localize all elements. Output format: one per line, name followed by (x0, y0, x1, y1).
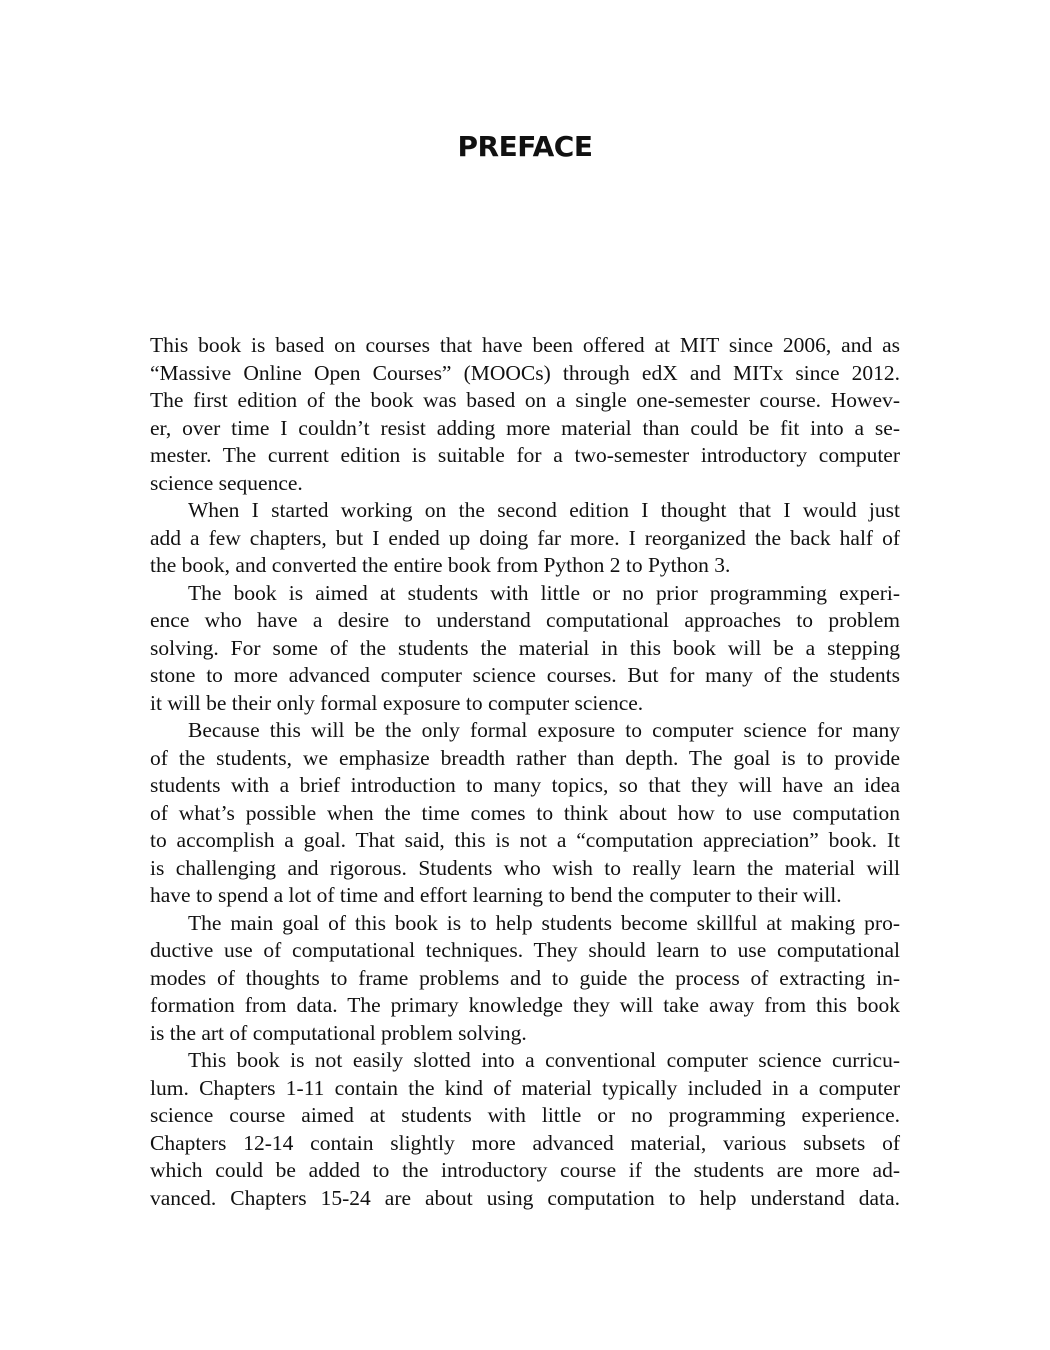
text-line: of the students, we emphasize breadth rather than depth. The goal is to provide (150, 745, 900, 770)
text-line: er, over time I couldn’t resist adding more material than could be fit into a se- (150, 415, 900, 440)
text-line: students with a brief introduction to many topics, so that they will have an idea (150, 773, 900, 797)
text-line: lum. Chapters 1-11 contain the kind of material typically included in a computer (150, 1075, 900, 1100)
text-line: stone to more advanced computer science courses. But for many of the students (150, 663, 900, 687)
text-line: The first edition of the book was based on a single one-semester course. Howev- (150, 388, 900, 412)
paragraph (150, 717, 900, 910)
text-line: science course aimed at students with little or no programming experience. (150, 1103, 900, 1127)
text-line: formation from data. The primary knowledge they will take away from this book (150, 993, 900, 1017)
text-line: Chapters 12-14 contain slightly more advanced material, various subsets of (150, 1130, 900, 1155)
text-line: which could be added to the introductory course if the students are more ad- (150, 1158, 900, 1182)
paragraph (150, 1047, 900, 1212)
text-line: science sequence. (150, 470, 303, 495)
paragraph (150, 580, 900, 718)
text-line: the book, and converted the entire book from Python 2 to Python 3. (150, 553, 731, 577)
paragraph (150, 910, 900, 1048)
text-line: it will be their only formal exposure to computer science. (150, 690, 644, 715)
text-line: When I started working on the second edition I thought that I would just (188, 498, 900, 522)
text-line: This book is based on courses that have been offered at MIT since 2006, and as (150, 333, 900, 357)
text-line: “Massive Online Open Courses” (MOOCs) through edX and MITx since 2012. (150, 360, 900, 385)
text-line: This book is not easily slotted into a conventional computer science curricu- (188, 1048, 900, 1072)
paragraph (150, 332, 900, 497)
page-title: PREFACE (457, 130, 593, 163)
text-line: ence who have a desire to understand computational approaches to problem (150, 608, 900, 632)
text-line: to accomplish a goal. That said, this is not a “computation appreciation” book. It (150, 828, 900, 852)
text-line: The book is aimed at students with little or no prior programming experi- (188, 580, 900, 605)
text-line: ductive use of computational techniques. They should learn to use computational (150, 938, 900, 962)
text-line: have to spend a lot of time and effort learning to bend the computer to their will. (150, 883, 842, 907)
text-line: of what’s possible when the time comes to think about how to use computation (150, 800, 900, 825)
text-line: solving. For some of the students the material in this book will be a stepping (150, 635, 900, 660)
text-line: is challenging and rigorous. Students who wish to really learn the material will (150, 855, 900, 880)
text-line: vanced. Chapters 15-24 are about using computation to help understand data. (150, 1185, 900, 1210)
text-line: mester. The current edition is suitable for a two-semester introductory computer (150, 443, 900, 467)
text-line: The main goal of this book is to help students become skillful at making pro- (188, 910, 900, 935)
text-line: modes of thoughts to frame problems and to guide the process of extracting in- (150, 965, 900, 990)
preface-body (150, 332, 900, 1212)
text-line: add a few chapters, but I ended up doing far more. I reorganized the back half of (150, 525, 900, 550)
text-line: Because this will be the only formal exposure to computer science for many (188, 718, 900, 742)
paragraph (150, 497, 900, 580)
text-line: is the art of computational problem solving. (150, 1020, 527, 1045)
